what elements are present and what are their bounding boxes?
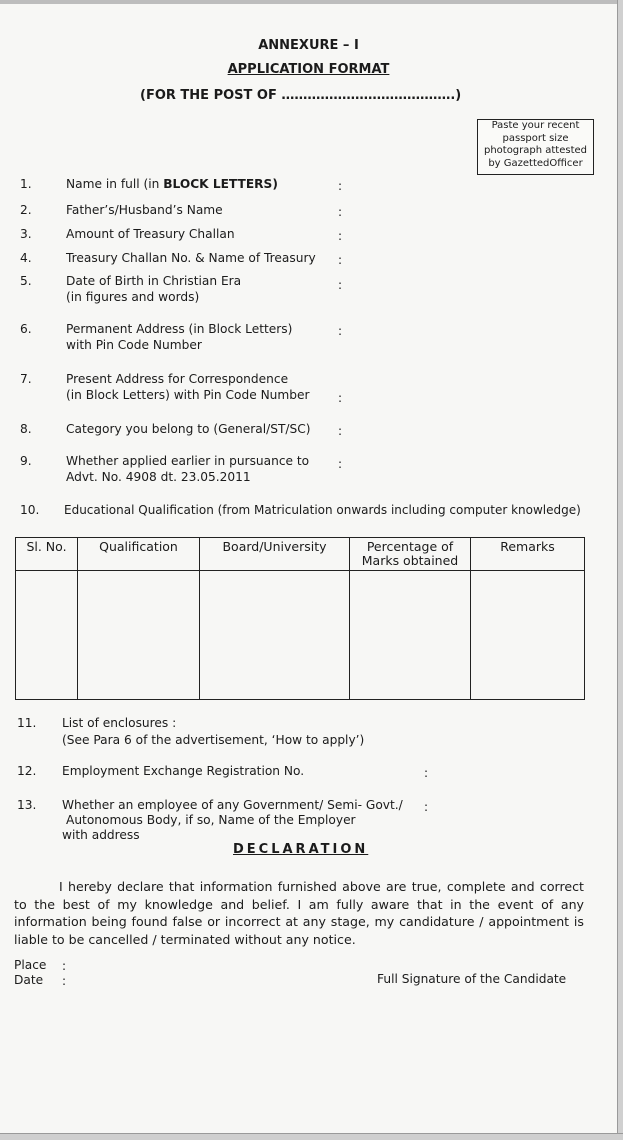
post-line: (FOR THE POST OF ………………………………….): [140, 88, 462, 103]
field-colon: :: [338, 253, 343, 267]
photo-box-line: passport size: [502, 132, 569, 144]
item-label-applied-earlier: Whether applied earlier in pursuance to: [66, 454, 310, 468]
table-cell[interactable]: [16, 571, 78, 700]
field-colon: :: [338, 229, 343, 243]
item-label-employment-exchange: Employment Exchange Registration No.: [62, 764, 305, 778]
column-header-qualification: Qualification: [78, 538, 200, 571]
item-label-dob: Date of Birth in Christian Era: [66, 274, 242, 288]
item-label-category: Category you belong to (General/ST/SC): [66, 422, 311, 436]
item-number: 7.: [20, 372, 32, 386]
item-label-bold: BLOCK LETTERS): [163, 177, 278, 191]
item-label-name: [66, 177, 278, 191]
declaration-body: I hereby declare that information furnished above are true, complete and correct to the best of my knowledge and belief. I am fully aware that in the event of any information being found false or incorrect at any stage, my candidature / appointment is liable to be cancelled / terminated without any notice.: [14, 879, 584, 947]
table-cell[interactable]: [471, 571, 585, 700]
table-cell[interactable]: [350, 571, 471, 700]
field-colon: :: [338, 324, 343, 338]
item-number: 8.: [20, 422, 32, 436]
scan-bottom-edge: [0, 1133, 623, 1140]
item-label-permanent-address: Permanent Address (in Block Letters): [66, 322, 293, 336]
item-number: 4.: [20, 251, 32, 265]
item-number: 11.: [17, 716, 37, 730]
item-number: 3.: [20, 227, 32, 241]
field-colon: :: [62, 974, 67, 988]
photo-box-line: Paste your recent: [491, 120, 580, 131]
column-header-remarks: Remarks: [471, 538, 585, 571]
item-label-applied-earlier-sub: Advt. No. 4908 dt. 23.05.2011: [66, 470, 251, 484]
column-header-sl-no: Sl. No.: [16, 538, 78, 571]
field-colon: :: [62, 959, 67, 973]
item-number: 6.: [20, 322, 32, 336]
field-colon: :: [424, 800, 429, 814]
item-label-father-name: Father’s/Husband’s Name: [66, 203, 223, 217]
item-label-permanent-address-sub: with Pin Code Number: [66, 338, 202, 352]
item-number: 12.: [17, 764, 37, 778]
item-label-challan-amount: Amount of Treasury Challan: [66, 227, 235, 241]
qualification-table: [15, 537, 585, 700]
item-number: 9.: [20, 454, 32, 468]
item-label-dob-sub: (in figures and words): [66, 290, 200, 304]
item-number: 10.: [20, 503, 40, 517]
item-number: 1.: [20, 177, 32, 191]
declaration-text: [14, 878, 584, 948]
table-row: [16, 571, 585, 700]
field-colon: :: [338, 278, 343, 292]
item-label-challan-no: Treasury Challan No. & Name of Treasury: [66, 251, 316, 265]
item-label-present-address: Present Address for Correspondence: [66, 372, 289, 386]
item-label-present-address-sub: (in Block Letters) with Pin Code Number: [66, 388, 310, 402]
item-label-text: Name in full (in: [66, 177, 164, 191]
item-label-employee-sub2: with address: [62, 828, 140, 842]
table-cell[interactable]: [200, 571, 350, 700]
column-header-board: Board/University: [200, 538, 350, 571]
photo-box-line: photograph attested: [483, 145, 588, 156]
signature-label: Full Signature of the Candidate: [377, 972, 567, 986]
item-label-education: Educational Qualification (from Matriculation onwards including computer knowledge): [64, 503, 581, 517]
annexure-heading: ANNEXURE – I: [258, 38, 359, 53]
item-label-enclosures-sub: (See Para 6 of the advertisement, ‘How to apply’): [62, 733, 365, 747]
item-number: 13.: [17, 798, 37, 812]
item-label-enclosures: List of enclosures :: [62, 716, 177, 730]
item-number: 2.: [20, 203, 32, 217]
table-cell[interactable]: [78, 571, 200, 700]
field-colon: :: [424, 766, 429, 780]
field-colon: :: [338, 424, 343, 438]
photo-box: [477, 119, 594, 175]
field-colon: :: [338, 205, 343, 219]
declaration-heading: DECLARATION: [233, 842, 369, 857]
scan-right-edge: [617, 0, 623, 1140]
table-header-row: [16, 538, 585, 571]
place-label: Place: [14, 958, 47, 972]
column-header-percentage: Percentage of Marks obtained: [350, 538, 471, 571]
photo-box-line: by GazettedOfficer: [488, 157, 583, 169]
form-title: APPLICATION FORMAT: [227, 62, 390, 77]
field-colon: :: [338, 391, 343, 405]
field-colon: :: [338, 179, 343, 193]
item-label-employee-sub: Autonomous Body, if so, Name of the Employer: [66, 813, 356, 827]
application-form-page: [0, 4, 617, 1133]
date-label: Date: [14, 973, 44, 987]
item-number: 5.: [20, 274, 32, 288]
field-colon: :: [338, 457, 343, 471]
item-label-employee: Whether an employee of any Government/ Semi- Govt./: [62, 798, 403, 812]
